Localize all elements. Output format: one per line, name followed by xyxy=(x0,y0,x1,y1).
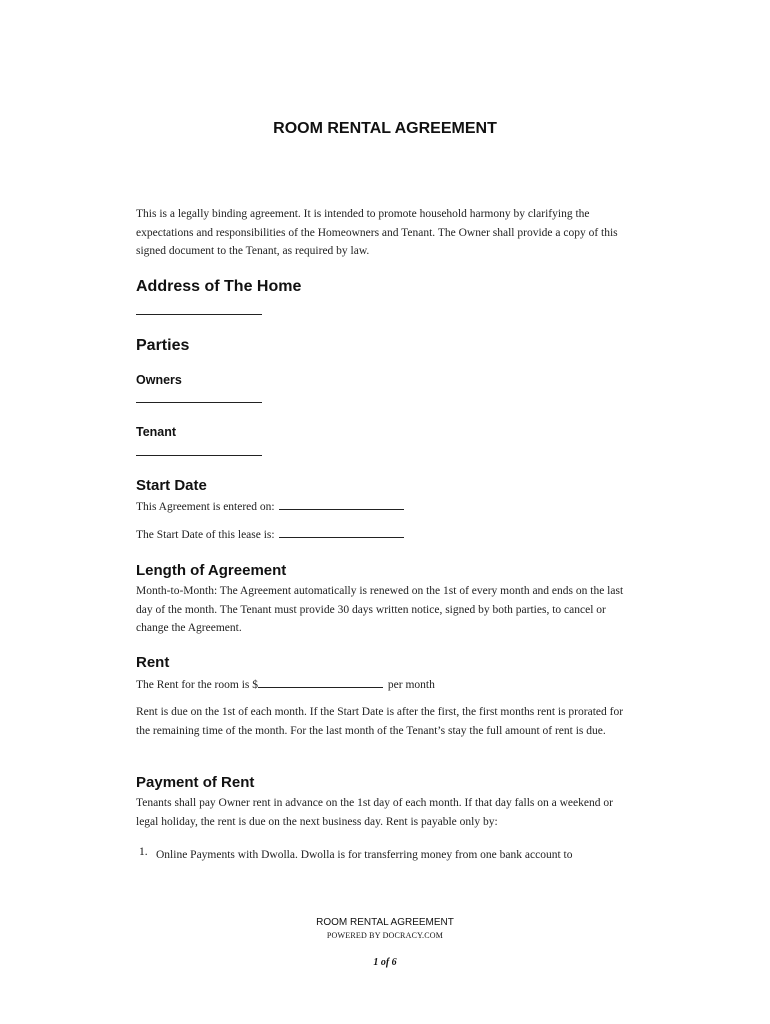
list-item-text: Online Payments with Dwolla. Dwolla is for transferring money from one bank account to xyxy=(156,849,573,861)
length-heading: Length of Agreement xyxy=(136,562,287,579)
owners-label: Owners xyxy=(136,373,182,387)
rent-amount-prefix: The Rent for the room is $ xyxy=(136,679,259,691)
start-date-text: The Start Date of this lease is: xyxy=(136,529,275,541)
footer-title: ROOM RENTAL AGREEMENT xyxy=(316,917,454,928)
start-date-heading: Start Date xyxy=(136,477,207,494)
page-number: 1 of 6 xyxy=(373,957,397,968)
tenant-label: Tenant xyxy=(136,425,177,439)
parties-heading: Parties xyxy=(136,337,190,354)
intro-paragraph: This is a legally binding agreement. It is intended to promote household harmony by clarifying the expectations and responsibilities of the Homeowners and Tenant. The Owner shall provide a copy of this signed document to the Tenant, as required by law. xyxy=(136,208,618,257)
start-date-line xyxy=(136,526,636,545)
length-paragraph: Month-to-Month: The Agreement automatically is renewed on the 1st of every month and ends on the last day of the month. The Tenant must provide 30 days written notice, signed by both parties, to cancel or change the Agreement. xyxy=(136,585,624,634)
entered-on-line xyxy=(136,498,636,517)
rent-heading: Rent xyxy=(136,654,170,671)
rent-due-paragraph: Rent is due on the 1st of each month. If the Start Date is after the first, the first months rent is prorated for the remaining time of the month. For the last month of the Tenant’s stay the full amount of rent is due. xyxy=(136,706,624,737)
payment-paragraph: Tenants shall pay Owner rent in advance on the 1st day of each month. If that day falls on a weekend or legal holiday, the rent is due on the next business day. Rent is payable only by: xyxy=(136,797,613,828)
entered-on-text: This Agreement is entered on: xyxy=(136,501,275,513)
address-heading: Address of The Home xyxy=(136,278,302,295)
document-title: ROOM RENTAL AGREEMENT xyxy=(273,120,497,137)
list-item-number: 1. xyxy=(139,846,148,858)
footer-powered-by: POWERED BY DOCRACY.COM xyxy=(326,931,444,940)
payment-heading: Payment of Rent xyxy=(136,774,255,791)
owners-blank-line xyxy=(136,402,262,403)
tenant-blank-line xyxy=(136,455,262,456)
rent-amount-suffix: per month xyxy=(387,679,435,691)
address-blank-line xyxy=(136,314,262,315)
start-date-blank xyxy=(279,527,404,538)
entered-on-blank xyxy=(279,499,404,510)
rent-amount-blank xyxy=(258,677,383,688)
rent-amount-line xyxy=(136,676,636,695)
